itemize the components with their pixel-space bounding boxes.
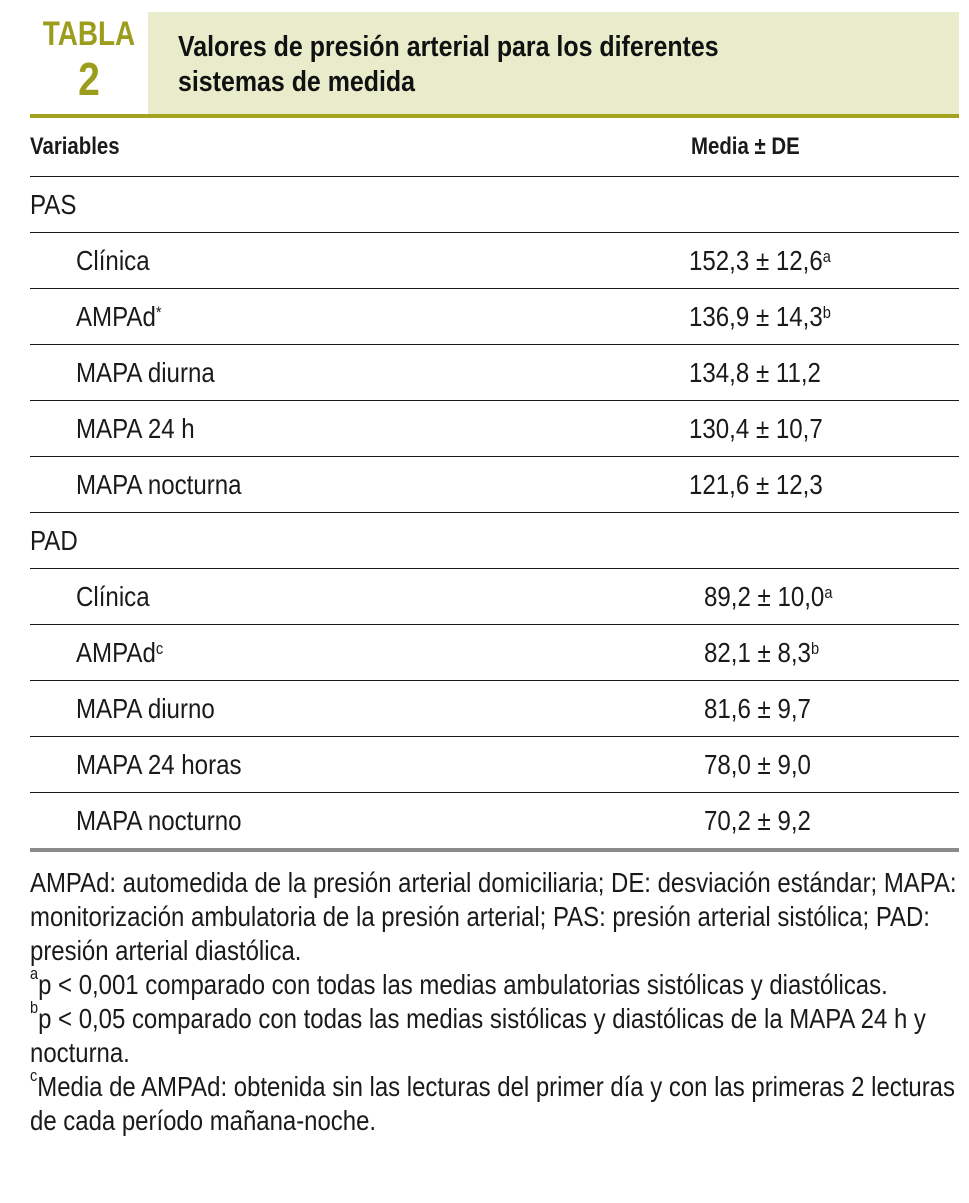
row-value: 130,4 ± 10,7: [689, 412, 823, 444]
row-label: MAPA 24 horas: [76, 748, 242, 780]
table-footnotes: [30, 866, 962, 1138]
row-value: 70,2 ± 9,2: [704, 804, 811, 836]
row-label: Clínica: [76, 244, 150, 276]
row-value: 81,6 ± 9,7: [704, 692, 811, 724]
row-value: 89,2 ± 10,0 $^a$: [704, 580, 833, 612]
table-number-block: [30, 12, 148, 116]
row-label: MAPA diurna: [76, 356, 215, 388]
row-label: MAPA nocturno: [76, 804, 242, 836]
table-row: [30, 737, 959, 793]
row-value: 121,6 ± 12,3: [689, 468, 823, 500]
footnote-mark: c: [30, 1065, 38, 1085]
table-header: [30, 12, 959, 116]
table-row: [30, 793, 959, 852]
section-label: PAD: [30, 524, 78, 556]
footnote-mark: b: [30, 997, 39, 1017]
title-box: [148, 12, 959, 114]
table-row: [30, 681, 959, 737]
table-header-row: [30, 118, 959, 177]
column-header-media: Media ± DE: [691, 133, 800, 160]
footnote-a: $^a$p < 0,001 comparado con todas las medias ambulatorias sistólicas y diastólicas.: [30, 963, 888, 1000]
footnote-b: $^b$p < 0,05 comparado con todas las medias sistólicas y diastólicas de la MAPA 24 h y nocturna.: [30, 997, 926, 1068]
row-label: AMPAd *: [76, 300, 162, 332]
row-value: 134,8 ± 11,2: [689, 356, 821, 388]
section-row-pas: [30, 177, 959, 233]
table-row: [30, 233, 959, 289]
table-row: [30, 569, 959, 625]
table-row: [30, 289, 959, 345]
row-label: MAPA nocturna: [76, 468, 242, 500]
row-label: MAPA 24 h: [76, 412, 195, 444]
data-table: [30, 118, 959, 852]
footnote-mark: a: [30, 963, 39, 983]
title-line-2: sistemas de medida: [178, 66, 416, 98]
row-value: 78,0 ± 9,0: [704, 748, 811, 780]
section-row-pad: [30, 513, 959, 569]
table-row: [30, 457, 959, 513]
row-value: 82,1 ± 8,3 $^b$: [704, 636, 820, 668]
row-label: MAPA diurno: [76, 692, 215, 724]
row-label: AMPAd $^c$: [76, 636, 164, 668]
column-header-variables: Variables: [30, 133, 120, 160]
table-row: [30, 345, 959, 401]
row-value: 136,9 ± 14,3 $^b$: [689, 300, 831, 332]
tabla-number: 2: [78, 53, 100, 105]
row-value: 152,3 ± 12,6 $^a$: [689, 244, 831, 276]
title-line-1: Valores de presión arterial para los diferentes: [178, 31, 719, 63]
tabla-label: TABLA: [42, 15, 136, 53]
section-label: PAS: [30, 188, 77, 220]
table-row: [30, 625, 959, 681]
table-row: [30, 401, 959, 457]
footnote-c: $^c$Media de AMPAd: obtenida sin las lecturas del primer día y con las primeras 2 lecturas de cada período mañana-noche.: [30, 1065, 955, 1136]
row-label: Clínica: [76, 580, 150, 612]
table-title: [178, 30, 849, 100]
abbreviations-note: AMPAd: automedida de la presión arterial domiciliaria; DE: desviación estándar; MAPA: monitorización ambulatoria de la presión arterial; PAS: presión arterial sistólica; PAD: presión arterial diastólica.: [30, 867, 957, 966]
